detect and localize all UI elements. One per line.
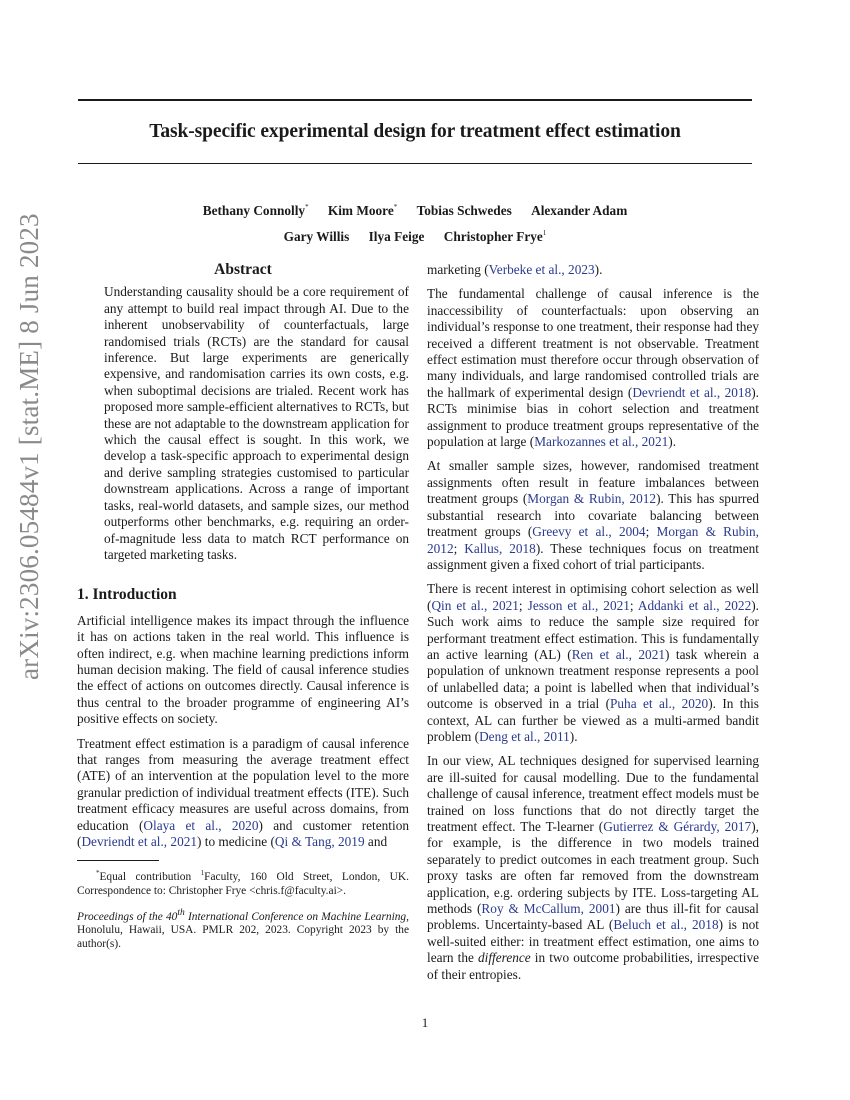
intro-paragraph-3 bbox=[427, 286, 759, 450]
citation-link[interactable]: Morgan & Rubin, 2012 bbox=[527, 491, 657, 507]
footnote-mark: 1 bbox=[200, 869, 205, 878]
text: th bbox=[177, 908, 185, 919]
title-rule-bottom bbox=[78, 163, 752, 164]
citation-link[interactable]: Deng et al., 2011 bbox=[479, 728, 570, 744]
intro-paragraph-5 bbox=[427, 581, 759, 745]
citation-link[interactable]: Devriendt et al., 2018 bbox=[632, 384, 752, 400]
text: ). bbox=[668, 434, 677, 450]
author bbox=[531, 203, 627, 218]
author-name: Christopher Frye bbox=[443, 229, 543, 244]
text: marketing ( bbox=[427, 262, 489, 277]
footnote bbox=[77, 867, 409, 898]
text: and bbox=[364, 834, 388, 849]
text: International Conference on Machine Learning bbox=[184, 910, 407, 923]
citation-link[interactable]: Puha et al., 2020 bbox=[610, 696, 709, 712]
text: 40 bbox=[165, 910, 178, 923]
author bbox=[284, 229, 350, 244]
citation-link[interactable]: Roy & McCallum, 2001 bbox=[481, 901, 616, 917]
author bbox=[444, 229, 547, 244]
arxiv-identifier-stamp: arXiv:2306.05484v1 [stat.ME] 8 Jun 2023 bbox=[14, 213, 44, 680]
citation-link[interactable]: Verbeke et al., 2023 bbox=[488, 262, 595, 277]
text: in two outcome probabilities, irrespective of their entropies. bbox=[427, 950, 759, 982]
abstract-text: Understanding causality should be a core requirement of any attempt to build real impact through AI. Due to the inherent unobservability of counterfactuals, large randomised trials (RCTs) are the standard for causal inference. But large experiments are generically expensive, and randomisation carries its own costs, e.g. when suboptimal decisions are trialed. Recent work has proposed more sample-efficient alternatives to RCTs, but these are not adaptable to the downstream application for which the causal effect is sought. In this work, we develop a task-specific approach to experimental design and derive sampling strategies customised to particular downstream applications. Across a range of important tasks, real-world datasets, and sample sizes, our method outperforms other benchmarks, e.g. requiring an order-of-magnitude less data to match RCT performance on targeted marketing tasks. bbox=[104, 284, 409, 562]
author-name: Ilya Feige bbox=[368, 229, 425, 244]
text: , Honolulu, Hawaii, USA. PMLR 202, 2023. Copyright 2023 by the author(s). bbox=[77, 910, 409, 950]
text: ) task wherein a population of unknown treatment response represents a pool of unlabelled data; a point is labelled when that individual’s outcome is observed in a trial ( bbox=[427, 646, 759, 712]
footnote-rule bbox=[77, 860, 159, 861]
author-name: Bethany Connolly bbox=[202, 203, 306, 218]
text: ; bbox=[453, 540, 465, 556]
intro-paragraph-1: Artificial intelligence makes its impact through the influence it has on actions taken in the real world. This influence is often indirect, e.g. when machine learning predictions inform human decision making. The field of causal inference studies the effect of actions on outcomes directly. Causal inference is thus central to the broader programme of engineering AI’s positive effects on society. bbox=[77, 612, 409, 727]
citation-link[interactable]: Morgan & Rubin, 2012 bbox=[427, 524, 759, 556]
author-mark: 1 bbox=[542, 229, 547, 237]
citation-link[interactable]: Beluch et al., 2018 bbox=[613, 917, 719, 933]
intro-paragraph-6 bbox=[427, 753, 759, 983]
title-rule-top bbox=[78, 99, 752, 101]
citation-link[interactable]: Addanki et al., 2022 bbox=[637, 597, 752, 613]
text: ; bbox=[629, 597, 638, 613]
author-name: Alexander Adam bbox=[531, 203, 628, 218]
citation-link[interactable]: Qin et al., 2021 bbox=[431, 597, 519, 613]
author-line-2 bbox=[78, 222, 752, 248]
footnote-text: Equal contribution bbox=[99, 871, 201, 884]
emphasis-text: difference bbox=[478, 950, 531, 966]
text: ; bbox=[518, 597, 528, 613]
text: ) are thus ill-fit for causal problems. Uncertainty-based AL ( bbox=[427, 901, 759, 933]
author-name: Gary Willis bbox=[283, 229, 350, 244]
paper-title: Task-specific experimental design for treatment effect estimation bbox=[149, 121, 681, 142]
author bbox=[369, 229, 425, 244]
citation-link[interactable]: Qi & Tang, 2019 bbox=[274, 834, 365, 849]
right-column bbox=[427, 262, 759, 991]
author-name: Tobias Schwedes bbox=[416, 203, 512, 218]
text: ). Such work aims to reduce the sample size required for performant treatment effect estimation. This is fundamentally an active learning (AL) ( bbox=[427, 597, 759, 662]
text: ). bbox=[569, 728, 578, 744]
footnote-text: Faculty, 160 Old Street, London, UK. Correspondence to: Christopher Frye <chris.f@faculty.ai>. bbox=[77, 871, 409, 897]
author-mark: * bbox=[393, 203, 398, 211]
citation-link[interactable]: Greevy et al., 2004 bbox=[532, 524, 646, 540]
author bbox=[417, 203, 512, 218]
citation-link[interactable]: Jesson et al., 2021 bbox=[527, 597, 630, 613]
citation-link[interactable]: Devriendt et al., 2021 bbox=[81, 834, 198, 849]
citation-link[interactable]: Ren et al., 2021 bbox=[571, 646, 666, 662]
text: Proceedings of the bbox=[77, 910, 166, 923]
text: Treatment effect estimation is a paradigm of causal inference that ranges from measuring the average treatment effect (ATE) of an intervention at the population level to the more granular prediction of individual treatment effects (ITE). Such treatment efficacy measures are useful across domains, from education ( bbox=[77, 735, 409, 833]
text: ). RCTs minimise bias in cohort selection and treatment assignment to produce treatment groups representative of the population at large ( bbox=[427, 384, 759, 450]
page-number: 1 bbox=[421, 1015, 429, 1030]
citation-link[interactable]: Kallus, 2018 bbox=[464, 540, 536, 556]
text: ). In this context, AL can further be viewed as a multi-armed bandit problem ( bbox=[427, 696, 759, 744]
text: ) and customer retention ( bbox=[77, 817, 409, 849]
text: At smaller sample sizes, however, randomised treatment assignments often result in feature imbalances between treatment groups ( bbox=[427, 458, 759, 507]
text: ) to medicine ( bbox=[197, 834, 275, 849]
text: ). This has spurred substantial research into covariate balancing between treatment groups ( bbox=[427, 491, 759, 540]
author-mark: * bbox=[305, 203, 309, 211]
text: The fundamental challenge of causal inference is the inaccessibility of counterfactuals: upon observing an individual’s response to one treatment, their response had they received a different treatment is not observable. Treatment effect estimation must therefore occur through observation of many individuals, and large randomised controlled trials are the hallmark of experimental design ( bbox=[427, 286, 759, 400]
text: ) is not well-suited either: in treatment effect estimation, one aims to learn the bbox=[427, 917, 759, 966]
author-list bbox=[78, 196, 752, 248]
proceedings-note bbox=[77, 907, 409, 951]
text: ), for example, is the difference in two models trained separately to predict outcomes in each treatment group. Such proxy tasks are often far removed from the downstream application, e.g. ordering subjects by ITE. Loss-targeting AL methods ( bbox=[427, 819, 759, 917]
author-name: Kim Moore bbox=[327, 203, 394, 218]
text: ; bbox=[645, 524, 657, 540]
text: ). These techniques focus on treatment assignment given a fixed cohort of trial participants. bbox=[427, 540, 759, 572]
left-column bbox=[77, 262, 409, 951]
section-heading-introduction: 1. Introduction bbox=[77, 586, 177, 604]
citation-link[interactable]: Markozannes et al., 2021 bbox=[534, 434, 669, 450]
citation-link[interactable]: Gutierrez & Gérardy, 2017 bbox=[603, 819, 752, 834]
text: There is recent interest in optimising cohort selection as well ( bbox=[427, 581, 759, 613]
intro-paragraph-2-continued bbox=[427, 262, 759, 278]
footnote-mark: * bbox=[95, 869, 100, 878]
author bbox=[203, 203, 309, 218]
author bbox=[328, 203, 397, 218]
intro-paragraph-4 bbox=[427, 458, 759, 573]
intro-paragraph-2 bbox=[77, 736, 409, 851]
abstract-heading: Abstract bbox=[214, 261, 272, 278]
citation-link[interactable]: Olaya et al., 2020 bbox=[143, 817, 259, 833]
text: In our view, AL techniques designed for supervised learning are ill-suited for causal modelling. Due to the fundamental challenge of causal inference, treatment effect models must be trained on loss functions that do not directly target the treatment effect. The T-learner ( bbox=[427, 753, 759, 834]
author-line-1 bbox=[78, 196, 752, 222]
text: ). bbox=[594, 262, 603, 277]
